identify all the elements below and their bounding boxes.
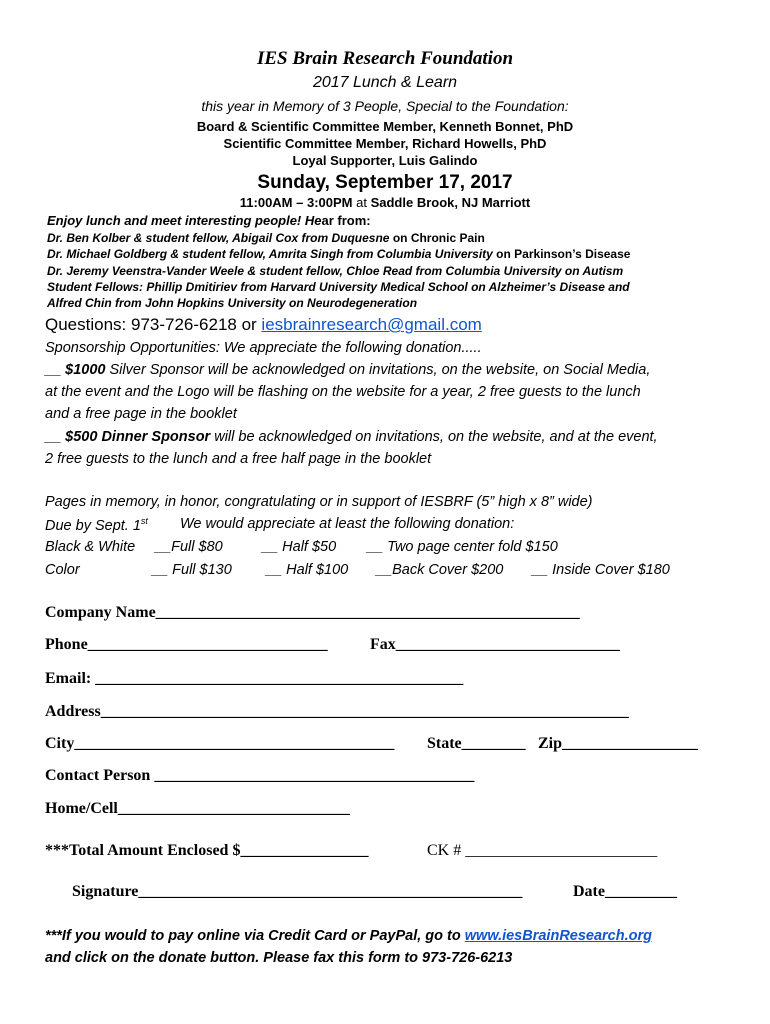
contact-person-field[interactable]: Contact Person ________________________________________ (45, 767, 475, 784)
event-venue: Saddle Brook, NJ Marriott (370, 195, 531, 210)
honoree-3: Loyal Supporter, Luis Galindo (292, 153, 478, 168)
total-amount-field[interactable]: ***Total Amount Enclosed $________________ (45, 842, 369, 859)
color-inside-cover: __ Inside Cover $180 (532, 562, 670, 578)
honoree-2: Scientific Committee Member, Richard Howells, PhD (223, 136, 547, 151)
speaker-4-line1: Student Fellows: Phillip Dmitiriev from Harvard University Medical School on Alzheimer’s Disease and (47, 280, 630, 294)
dinner-sponsor-price: __ $500 Dinner Sponsor (45, 429, 211, 445)
bw-half: __ Half $50 (262, 539, 337, 555)
zip-field[interactable]: Zip_________________ (538, 735, 699, 752)
silver-sponsor-line3: and a free page in the booklet (45, 406, 237, 422)
speaker-1-topic: on Chronic Pain (389, 231, 485, 245)
date-field[interactable]: Date_________ (573, 883, 677, 900)
speakers-intro (47, 213, 371, 228)
silver-sponsor-text: Silver Sponsor will be acknowledged on invitations, on the website, on Social Media, (105, 362, 651, 378)
silver-sponsor-price: __ $1000 (45, 362, 106, 378)
due-date (45, 516, 148, 534)
speaker-4-line2: Alfred Chin from John Hopkins University on Neurodegeneration (47, 296, 418, 310)
questions-line (45, 315, 482, 335)
dinner-sponsor-line2: 2 free guests to the lunch and a free half page in the booklet (45, 451, 432, 467)
contact-email-link[interactable]: iesbrainresearch@gmail.com (261, 315, 482, 334)
event-title: 2017 Lunch & Learn (312, 74, 458, 91)
due-text: Due by Sept. 1 (45, 517, 141, 534)
phone-field[interactable]: Phone______________________________ (45, 636, 328, 653)
questions-label: Questions: 973-726-6218 or (45, 315, 262, 334)
footer-line2: and click on the donate button. Please fax this form to 973-726-6213 (45, 950, 513, 966)
speaker-2-name: Dr. Michael Goldberg & student fellow, Amrita Singh from Columbia University (47, 247, 493, 261)
color-full: __ Full $130 (152, 562, 232, 578)
company-name-field[interactable]: Company Name_____________________________________________________ (45, 604, 580, 621)
dinner-sponsor-line1 (45, 429, 658, 445)
bw-full: __Full $80 (155, 539, 223, 555)
website-link[interactable]: www.iesBrainResearch.org (464, 928, 652, 944)
footer-pay-text: ***If you would to pay online via Credit Card or PayPal, go to (45, 928, 465, 944)
speaker-2-topic: on Parkinson’s Disease (492, 247, 631, 261)
event-time-venue (0, 195, 770, 210)
check-number-field[interactable]: CK # ________________________ (427, 842, 658, 859)
state-field[interactable]: State________ (427, 735, 526, 752)
speaker-1 (47, 231, 485, 245)
bw-label: Black & White (45, 539, 136, 555)
pages-intro: Pages in memory, in honor, congratulating or in support of IESBRF (5” high x 8” wide) (45, 494, 593, 510)
memory-line: this year in Memory of 3 People, Special to the Foundation: (201, 98, 569, 114)
bw-center-fold: __ Two page center fold $150 (367, 539, 558, 555)
color-back-cover: __Back Cover $200 (376, 562, 504, 578)
at-word: at (352, 195, 371, 210)
footer-line1 (45, 928, 652, 944)
silver-sponsor-line1 (45, 362, 650, 378)
due-sup: st (140, 516, 148, 526)
address-field[interactable]: Address__________________________________________________________________ (45, 703, 629, 720)
sponsorship-heading: Sponsorship Opportunities: We appreciate the following donation..... (45, 340, 482, 356)
event-date: Sunday, September 17, 2017 (257, 172, 513, 193)
event-time: 11:00AM – 3:00PM (239, 195, 353, 210)
city-field[interactable]: City________________________________________ (45, 735, 395, 752)
email-field[interactable]: Email: ______________________________________________ (45, 670, 464, 687)
home-cell-field[interactable]: Home/Cell_____________________________ (45, 800, 350, 817)
speaker-3: Dr. Jeremy Veenstra-Vander Weele & student fellow, Chloe Read from Columbia University on Autism (47, 264, 624, 278)
speakers-intro-italic: Enjoy lunch and meet interesting people! He (47, 213, 322, 228)
color-half: __ Half $100 (266, 562, 349, 578)
honoree-1: Board & Scientific Committee Member, Kenneth Bonnet, PhD (196, 119, 574, 134)
speakers-intro-rest: ar from: (321, 213, 371, 228)
color-label: Color (45, 562, 80, 578)
appreciate-line: We would appreciate at least the following donation: (180, 516, 515, 532)
speaker-2 (47, 247, 630, 261)
silver-sponsor-line2: at the event and the Logo will be flashing on the website for a year, 2 free guests to the lunch (45, 384, 641, 400)
speaker-1-name: Dr. Ben Kolber & student fellow, Abigail Cox from Duquesne (47, 231, 390, 245)
signature-field[interactable]: Signature________________________________________________ (72, 883, 523, 900)
dinner-sponsor-text: will be acknowledged on invitations, on the website, and at the event, (210, 429, 658, 445)
fax-field[interactable]: Fax____________________________ (370, 636, 620, 653)
org-title: IES Brain Research Foundation (256, 48, 514, 69)
